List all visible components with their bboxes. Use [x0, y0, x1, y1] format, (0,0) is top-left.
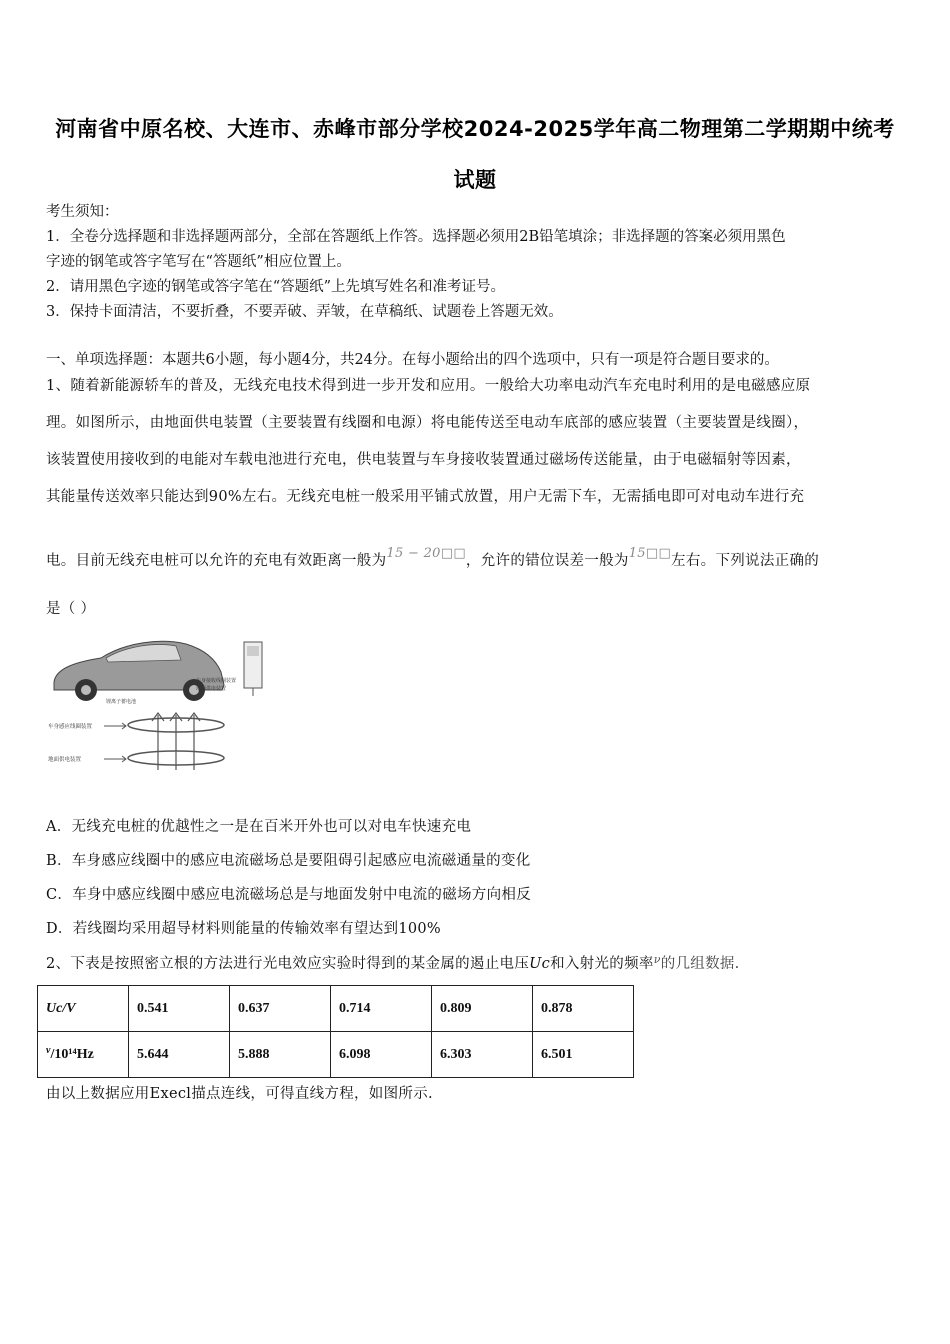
- q2-intro: [46, 954, 740, 975]
- var-nu: ν: [653, 953, 661, 966]
- table-header-uc: Uc/V: [38, 986, 129, 1032]
- table-cell: 6.098: [331, 1032, 432, 1078]
- table-cell: 6.303: [432, 1032, 533, 1078]
- fig-label-car: 锂离子蓄电池: [106, 699, 137, 705]
- fig-label-tower1: 车身接收线圈装置: [196, 678, 237, 684]
- math-distance: 15 − 20□□: [386, 546, 466, 561]
- table-header-nu-unit: /10¹⁴Hz: [50, 1046, 94, 1062]
- q1-line: 该装置使用接收到的电能对车载电池进行充电，供电装置与车身接收装置通过磁场传送能量，由于电磁辐射等因素，: [46, 452, 801, 468]
- var-uc: Uc: [529, 956, 551, 972]
- table-cell: 0.809: [432, 986, 533, 1032]
- doc-title-line2: 试题: [453, 168, 497, 192]
- q2-intro-a: 2、下表是按照密立根的方法进行光电效应实验时得到的某金属的遏止电压: [46, 956, 530, 972]
- q1-line5: [46, 546, 820, 572]
- q1-line: 1、随着新能源轿车的普及，无线充电技术得到进一步开发和应用。一般给大功率电动汽车充电时利用的是电磁感应原: [46, 378, 811, 394]
- q1-option-c: C．车身中感应线圈中感应电流磁场总是与地面发射中电流的磁场方向相反: [46, 887, 531, 903]
- table-cell: 0.541: [129, 986, 230, 1032]
- table-cell: 5.888: [230, 1032, 331, 1078]
- q2-after-table: 由以上数据应用Execl描点连线，可得直线方程，如图所示.: [46, 1086, 433, 1102]
- notice-heading: 考生须知：: [46, 204, 119, 220]
- notice-item: 2．请用黑色字迹的钢笔或答字笔在“答题纸”上先填写姓名和准考证号。: [46, 279, 506, 295]
- notice-item: 3．保持卡面清洁，不要折叠，不要弄破、弄皱，在草稿纸、试题卷上答题无效。: [46, 304, 563, 320]
- section1-heading: 一、单项选择题：本题共6小题，每小题4分，共24分。在每小题给出的四个选项中，只有一项是符合题目要求的。: [46, 352, 779, 368]
- table-row: [38, 1032, 634, 1078]
- table-row: [38, 986, 634, 1032]
- photoelectric-data-table: [37, 985, 634, 1078]
- q2-intro-b: 和入射光的频率: [550, 956, 654, 972]
- table-header-nu-sym: ν: [46, 1044, 51, 1056]
- q2-intro-c: 的几组数据.: [660, 956, 740, 972]
- q1-option-b: B．车身感应线圈中的感应电流磁场总是要阻碍引起感应电流磁通量的变化: [46, 853, 531, 869]
- table-cell: 0.878: [533, 986, 634, 1032]
- fig-label-coil1: 车身感应线圈装置: [48, 724, 93, 730]
- q1-line5-a: 电。目前无线充电桩可以允许的充电有效距离一般为: [46, 553, 387, 569]
- math-offset: 15□□: [628, 546, 672, 561]
- q1-option-a: A．无线充电桩的优越性之一是在百米开外也可以对电车快速充电: [46, 819, 472, 835]
- q1-line5-b: ，允许的错位误差一般为: [465, 553, 629, 569]
- table-cell: 5.644: [129, 1032, 230, 1078]
- fig-label-tower2: 地面供电装置: [196, 686, 227, 692]
- fig-label-coil2: 地面供电装置: [48, 757, 82, 763]
- q1-line5-c: 左右。下列说法正确的: [671, 553, 820, 569]
- table-cell: 6.501: [533, 1032, 634, 1078]
- table-cell: 0.637: [230, 986, 331, 1032]
- q1-option-d: D．若线圈均采用超导材料则能量的传输效率有望达到100%: [46, 921, 441, 937]
- table-header-nu: [38, 1032, 129, 1078]
- notice-item: 字迹的钢笔或答字笔写在“答题纸”相应位置上。: [46, 254, 351, 270]
- table-cell: 0.714: [331, 986, 432, 1032]
- doc-title-line1: 河南省中原名校、大连市、赤峰市部分学校2024-2025学年高二物理第二学期期中统考: [55, 117, 895, 141]
- notice-item: 1．全卷分选择题和非选择题两部分，全部在答题纸上作答。选择题必须用2B铅笔填涂；非选择题的答案必须用黑色: [46, 229, 786, 245]
- q1-line6: 是（ ）: [46, 601, 96, 617]
- wireless-charging-figure: [46, 630, 276, 780]
- q1-line: 理。如图所示，由地面供电装置（主要装置有线圈和电源）将电能传送至电动车底部的感应装置（主要装置是线圈），: [46, 415, 809, 431]
- q1-line: 其能量传送效率只能达到90%左右。无线充电桩一般采用平铺式放置，用户无需下车，无需插电即可对电动车进行充: [46, 489, 805, 505]
